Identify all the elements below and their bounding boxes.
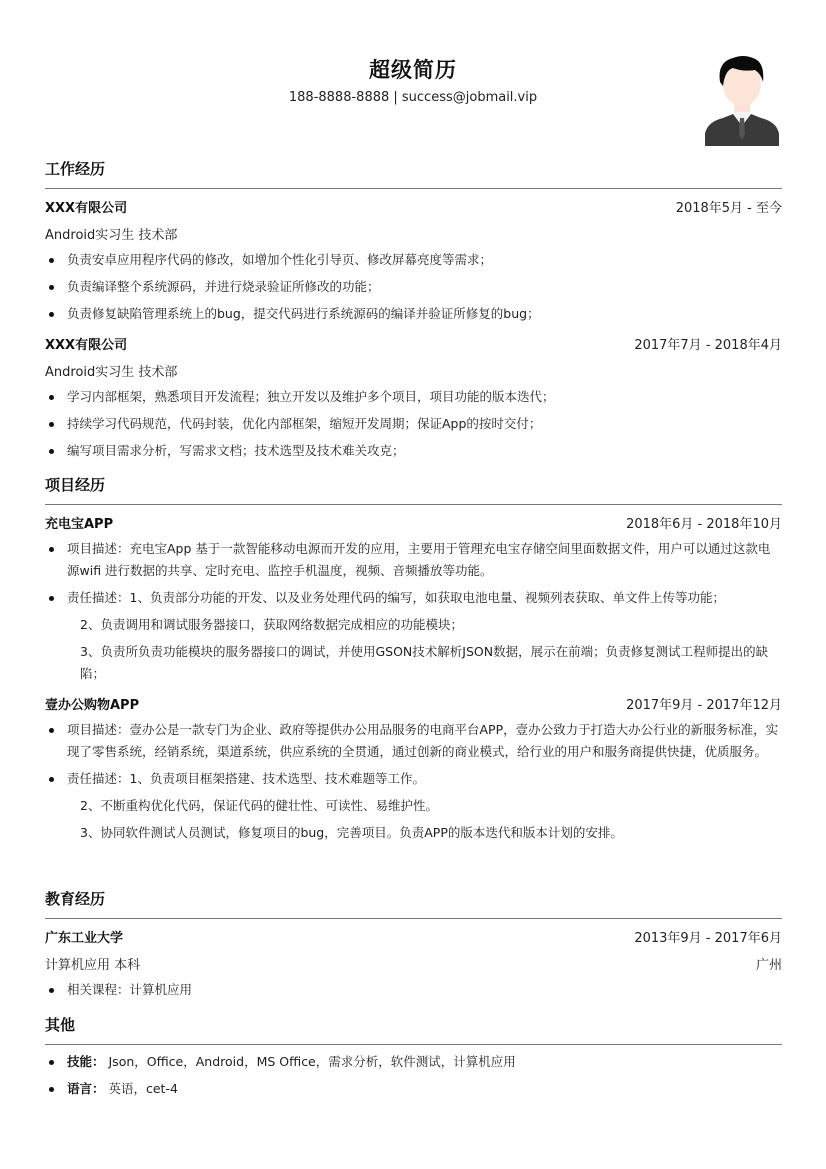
project-bullets	[45, 719, 782, 844]
section-title: 项目经历	[45, 476, 106, 494]
language-value: 英语，cet-4	[104, 1081, 178, 1096]
list-item: 负责修复缺陷管理系统上的bug，提交代码进行系统源码的编译并验证所修复的bug；	[45, 303, 782, 325]
project-name: 充电宝APP	[45, 517, 114, 532]
section-title: 其他	[45, 1016, 76, 1034]
list-item: 负责安卓应用程序代码的修改，如增加个性化引导页、修改屏幕亮度等需求；	[45, 249, 782, 271]
work-experience-section	[45, 158, 782, 467]
language-item	[45, 1078, 782, 1100]
major-row	[45, 950, 782, 977]
responsibility-sub-item: 2、负责调用和调试服务器接口，获取网络数据完成相应的功能模块；	[80, 617, 463, 632]
date-range: 2017年7月 - 2018年4月	[634, 338, 782, 353]
project-description: 项目描述：壹办公是一款专门为企业、政府等提供办公用品服务的电商平台APP，壹办公致力于打造大办公行业的新服务标准，实现了零售系统，经销系统，渠道系统，供应系统的全贯通，通过创新的商业模式，给行业的用户和服务商提供快捷，优质服务。	[45, 719, 782, 763]
education-bullets	[45, 979, 782, 1001]
resume-header	[0, 0, 826, 150]
project-responsibility: 责任描述：1、负责项目框架搭建、技术选型、技术难题等工作。	[45, 768, 782, 790]
project-bullets	[45, 538, 782, 685]
role-row	[45, 357, 782, 384]
language-label: 语言：	[67, 1081, 105, 1096]
responsibility-sub-item: 3、负责所负责功能模块的服务器接口的调试，并使用GSON技术解析JSON数据，展示在前端；负责修复测试工程师提出的缺陷；	[80, 644, 769, 681]
education-section	[45, 888, 782, 1006]
project-name: 壹办公购物APP	[45, 698, 140, 713]
work-bullets	[45, 386, 782, 462]
role: Android实习生 技术部	[45, 365, 178, 380]
section-divider	[45, 1044, 782, 1045]
project-description: 项目描述：充电宝App 基于一款智能移动电源而开发的应用，主要用于管理充电宝存储空间里面数据文件，用户可以通过这款电源wifi 进行数据的共享、定时充电、监控手机温度，视频、音频播放等功能。	[45, 538, 782, 582]
resume-title: 超级简历	[369, 58, 457, 82]
project-entry-header	[45, 690, 782, 717]
list-item: 编写项目需求分析，写需求文档；技术选型及技术难关攻克；	[45, 440, 782, 462]
list-item: 负责编译整个系统源码，并进行烧录验证所修改的功能；	[45, 276, 782, 298]
section-divider	[45, 918, 782, 919]
date-range: 2013年9月 - 2017年6月	[634, 931, 782, 946]
skills-value: Json，Office，Android，MS Office，需求分析，软件测试，计算机应用	[104, 1054, 516, 1069]
other-bullets	[45, 1051, 782, 1100]
section-title: 工作经历	[45, 160, 106, 178]
company-name: XXX有限公司	[45, 338, 128, 353]
responsibility-sub-item: 2、不断重构优化代码，保证代码的健壮性、可读性、易维护性。	[80, 798, 438, 813]
male-avatar-icon	[703, 52, 781, 146]
project-entry-header	[45, 509, 782, 536]
company-name: XXX有限公司	[45, 201, 128, 216]
work-entry-header	[45, 330, 782, 357]
work-bullets	[45, 249, 782, 325]
other-section	[45, 1014, 782, 1105]
role-row	[45, 220, 782, 247]
list-item: 相关课程：计算机应用	[45, 979, 782, 1001]
section-divider	[45, 188, 782, 189]
list-item: 学习内部框架，熟悉项目开发流程；独立开发以及维护多个项目，项目功能的版本迭代；	[45, 386, 782, 408]
project-experience-section	[45, 474, 782, 849]
project-responsibility: 责任描述：1、负责部分功能的开发、以及业务处理代码的编写，如获取电池电量、视频列表获取、单文件上传等功能；	[45, 587, 782, 609]
school-name: 广东工业大学	[45, 931, 124, 946]
skills-label: 技能：	[67, 1054, 105, 1069]
skills-item	[45, 1051, 782, 1073]
responsibility-sub-item: 3、协同软件测试人员测试，修复项目的bug，完善项目。负责APP的版本迭代和版本计划的安排。	[80, 825, 623, 840]
date-range: 2018年6月 - 2018年10月	[626, 517, 782, 532]
section-divider	[45, 504, 782, 505]
role: Android实习生 技术部	[45, 228, 178, 243]
list-item: 持续学习代码规范，代码封装，优化内部框架，缩短开发周期；保证App的按时交付；	[45, 413, 782, 435]
education-entry-header	[45, 923, 782, 950]
section-title: 教育经历	[45, 890, 106, 908]
contact-info: 188-8888-8888 | success@jobmail.vip	[288, 90, 538, 105]
work-entry-header	[45, 193, 782, 220]
location: 广州	[755, 958, 782, 973]
date-range: 2017年9月 - 2017年12月	[626, 698, 782, 713]
major: 计算机应用 本科	[45, 958, 141, 973]
date-range: 2018年5月 - 至今	[675, 201, 782, 216]
